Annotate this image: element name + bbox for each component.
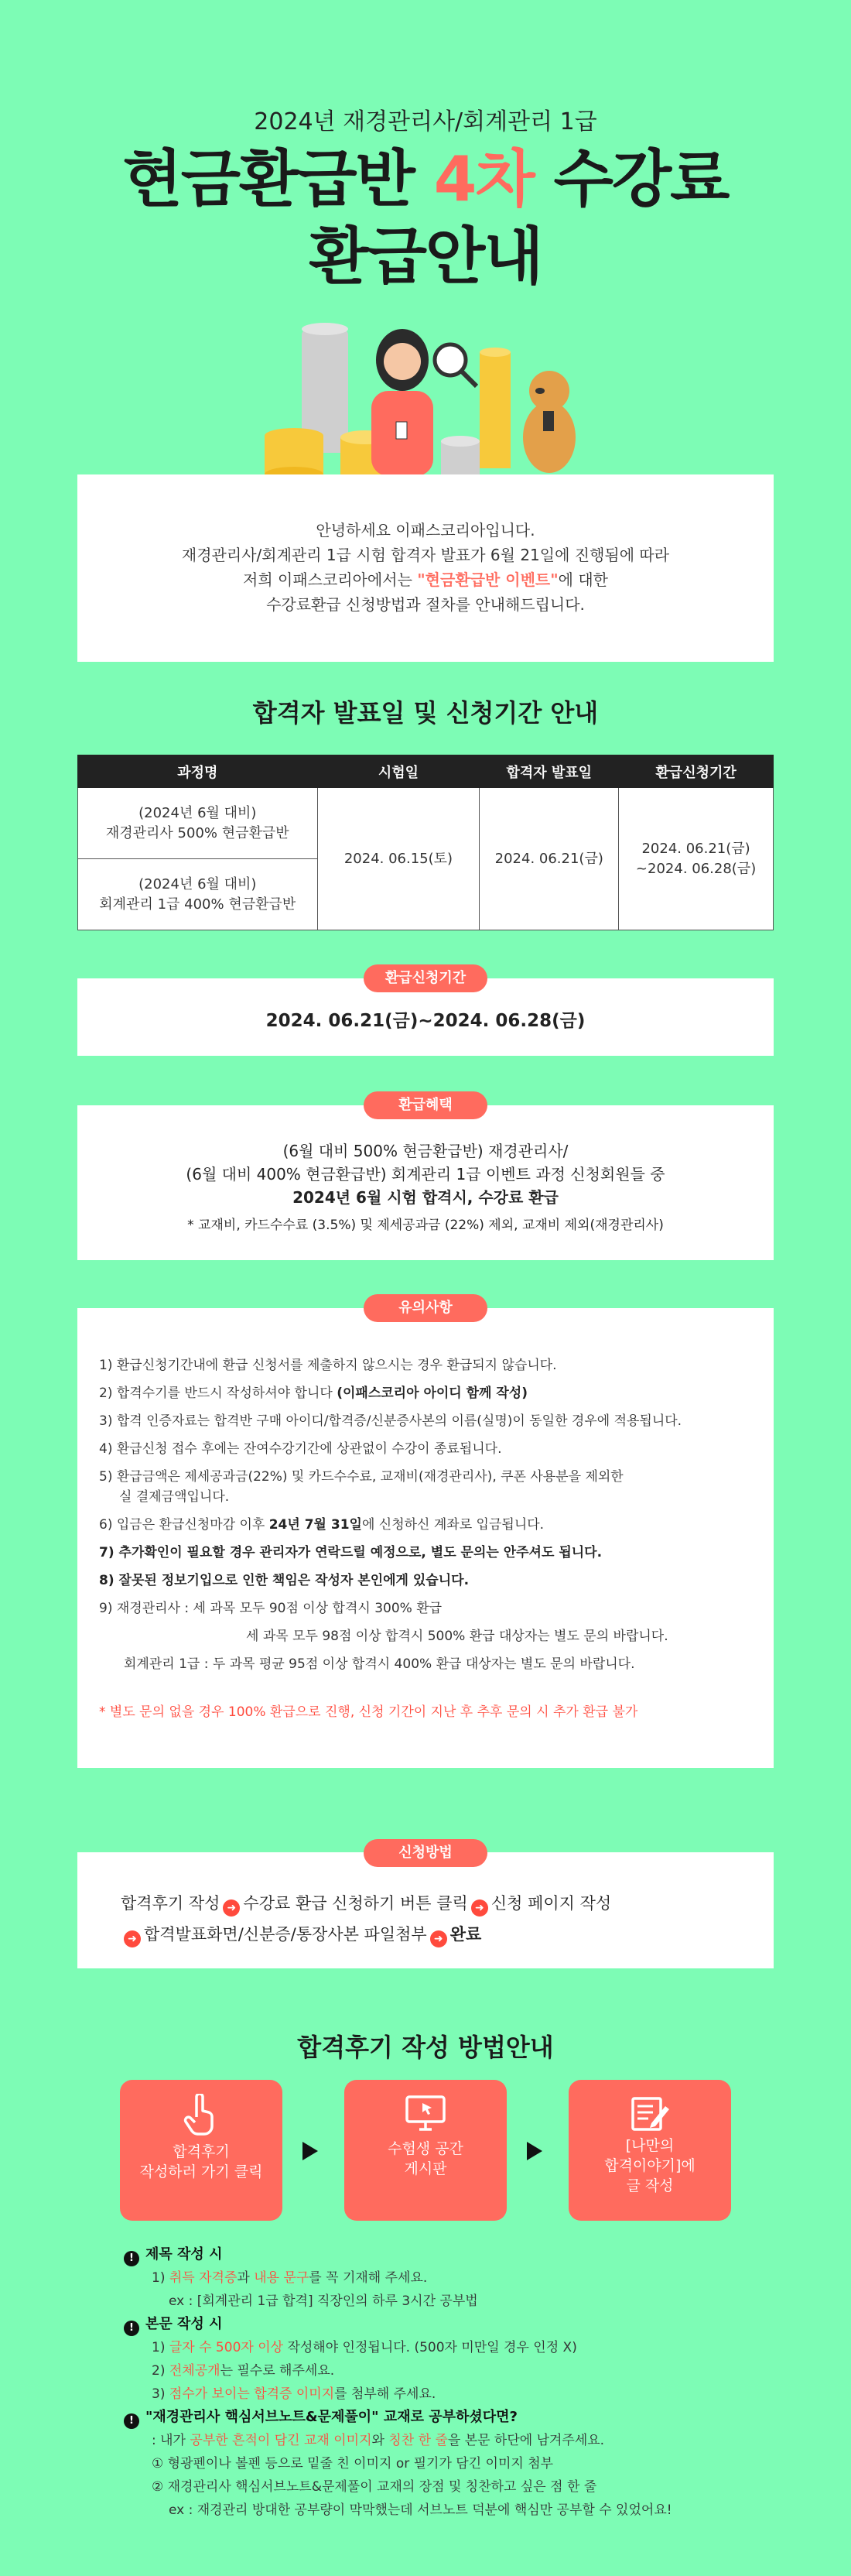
howto-red: 글자 수 500자 이상 [169, 2340, 284, 2355]
howto-line [124, 2382, 789, 2406]
howto-red: 내용 문구 [254, 2270, 309, 2286]
cautions-box [77, 1308, 774, 1768]
review-step-card[interactable] [344, 2080, 507, 2221]
howto-heading [124, 2313, 789, 2336]
intro-text: 저희 이패스코리아에서는 [243, 570, 418, 589]
howto-text: 3) [152, 2386, 169, 2402]
heading-text: 본문 작성 시 [145, 2316, 223, 2332]
arrow-right-icon: ➜ [124, 1930, 141, 1947]
howto-text: 2) [152, 2363, 169, 2379]
howto-text: 를 꼭 기재해 주세요. [309, 2270, 428, 2286]
header-exam: 시험일 [317, 755, 480, 788]
review-steps [120, 2080, 731, 2221]
howto-red: 점수가 보이는 합격증 이미지 [169, 2386, 335, 2402]
period-pill: 환급신청기간 [364, 964, 487, 992]
intro-line: 안녕하세요 이패스코리아입니다. [316, 521, 535, 540]
howto-line: ① 형광펜이나 볼펜 등으로 밑줄 친 이미지 or 필기가 담긴 이미지 첨부 [152, 2456, 554, 2472]
benefit-pill: 환급혜택 [364, 1091, 487, 1119]
schedule-title: 합격자 발표일 및 신청기간 안내 [252, 698, 599, 728]
intro-line: 수강료환급 신청방법과 절차를 안내해드립니다. [266, 595, 585, 614]
step-label: 합격후기 [173, 2143, 230, 2160]
howto-line: ② 재경관리사 핵심서브노트&문제풀이 교재의 장점 및 칭찬하고 싶은 점 한 줄 [152, 2479, 597, 2495]
howto-text: 을 본문 하단에 남겨주세요. [447, 2433, 605, 2448]
caution-item: 1) 환급신청기간내에 환급 신청서를 제출하지 않으시는 경우 환급되지 않습니다. [99, 1358, 557, 1373]
apply-box [77, 1852, 774, 1968]
caution-text: 2) 합격수기를 반드시 작성하셔야 합니다 [99, 1386, 337, 1401]
step-label: [나만의 [625, 2137, 675, 2154]
benefit-line: (6월 대비 400% 현금환급반) 회계관리 1급 이벤트 과정 신청회원들 중 [186, 1165, 665, 1184]
table-row [78, 788, 774, 859]
header-announce: 합격자 발표일 [480, 755, 619, 788]
exclamation-icon: ! [124, 2413, 139, 2429]
header-apply: 환급신청기간 [619, 755, 774, 788]
howto-text: 는 필수로 해주세요. [220, 2363, 335, 2379]
write-document-icon [628, 2094, 672, 2132]
howto-line [124, 2266, 789, 2290]
howto-text: 작성해야 인정됩니다. (500자 미만일 경우 인정 X) [283, 2340, 577, 2355]
caution-item: 실 결제금액입니다. [119, 1489, 230, 1505]
caution-item: 4) 환급신청 접수 후에는 잔여수강기간에 상관없이 수강이 종료됩니다. [99, 1441, 502, 1457]
howto-example: ex : [회계관리 1급 합격] 직장인의 하루 3시간 공부법 [169, 2293, 478, 2309]
apply-step: 완료 [449, 1925, 482, 1944]
howto-text: 를 첨부해 주세요. [334, 2386, 436, 2402]
hero-illustration [248, 306, 603, 492]
apply-step: 신청 페이지 작성 [490, 1894, 612, 1913]
apply-period-cell [619, 788, 774, 930]
course-line: 회계관리 1급 400% 현금환급반 [99, 896, 296, 913]
step-label: 수험생 공간 [388, 2140, 463, 2157]
howto-text: : 내가 [152, 2433, 190, 2448]
caution-item [99, 1511, 774, 1539]
step-label: 게시판 [404, 2160, 447, 2177]
step-label: 글 작성 [626, 2177, 674, 2194]
benefit-line: 2024년 6월 시험 합격시, 수강료 환급 [292, 1188, 559, 1207]
title-part: 현금환급반 [122, 143, 434, 215]
benefit-note: * 교재비, 카드수수료 (3.5%) 및 제세공과금 (22%) 제외, 교재비 제외(재경관리사) [187, 1218, 664, 1233]
howto-section [124, 2243, 789, 2522]
course-cell [78, 788, 318, 859]
apply-line: 2024. 06.21(금) [641, 840, 750, 857]
howto-red: 공부한 흔적이 담긴 교재 이미지 [190, 2433, 372, 2448]
howto-red: 칭찬 한 줄 [388, 2433, 448, 2448]
header-course: 과정명 [78, 755, 318, 788]
hero-title [0, 141, 851, 296]
howto-text: 1) [152, 2270, 169, 2286]
caution-bold: (이패스코리아 아이디 함께 작성) [337, 1386, 528, 1401]
howto-text: 와 [371, 2433, 389, 2448]
triangle-right-icon [527, 2142, 542, 2160]
course-line: 재경관리사 500% 현금환급반 [105, 824, 289, 841]
howto-line [124, 2359, 789, 2382]
review-title: 합격후기 작성 방법안내 [297, 2033, 554, 2062]
announce-date-cell: 2024. 06.21(금) [480, 788, 619, 930]
howto-text: 과 [237, 2270, 255, 2286]
caution-item: 9) 재경관리사 : 세 과목 모두 90점 이상 합격시 300% 환급 [99, 1601, 443, 1616]
howto-line [124, 2429, 789, 2452]
intro-line [77, 567, 774, 592]
arrow-right-icon: ➜ [223, 1899, 240, 1917]
heading-text: "재경관리사 핵심서브노트&문제풀이" 교재로 공부하셨다면? [145, 2409, 518, 2425]
howto-example: ex : 재경관리 방대한 공부량이 막막했는데 서브노트 덕분에 핵심만 공부할 수 있었어요! [169, 2502, 672, 2518]
course-line: (2024년 6월 대비) [138, 804, 257, 821]
exclamation-icon: ! [124, 2251, 139, 2266]
caution-text: 6) 입금은 환급신청마감 이후 [99, 1517, 269, 1533]
caution-item: 세 과목 모두 98점 이상 합격시 500% 환급 대상자는 별도 문의 바랍니다. [246, 1629, 668, 1644]
apply-line [121, 1888, 774, 1919]
exam-date-cell: 2024. 06.15(토) [317, 788, 480, 930]
howto-red: 취득 자격증 [169, 2270, 238, 2286]
benefit-line: (6월 대비 500% 현금환급반) 재경관리사/ [282, 1142, 569, 1160]
apply-line [121, 1919, 774, 1950]
exclamation-icon: ! [124, 2321, 139, 2336]
period-text: 2024. 06.21(금)~2024. 06.28(금) [265, 1011, 586, 1031]
review-step-card[interactable] [120, 2080, 282, 2221]
howto-text: 1) [152, 2340, 169, 2355]
caution-item: 5) 환급금액은 제세공과금(22%) 및 카드수수료, 교재비(재경관리사), 쿠폰 사용분을 제외한 [99, 1469, 624, 1485]
howto-line [124, 2336, 789, 2359]
heading-text: 제목 작성 시 [145, 2246, 223, 2263]
apply-step: 합격후기 작성 [121, 1894, 220, 1913]
coin-stack-left [265, 323, 390, 482]
caution-item: 7) 추가확인이 필요할 경우 관리자가 연락드릴 예정으로, 별도 문의는 안주셔도 됩니다. [99, 1545, 603, 1560]
caution-item: 8) 잘못된 정보기입으로 인한 책임은 작성자 본인에게 있습니다. [99, 1573, 470, 1588]
hero-subtitle: 2024년 재경관리사/회계관리 1급 [254, 108, 597, 135]
schedule-table [77, 755, 774, 930]
review-step-card[interactable] [569, 2080, 731, 2221]
caution-item [99, 1379, 774, 1407]
arrow-right-icon: ➜ [471, 1899, 488, 1917]
step-label: 작성하러 가기 클릭 [139, 2163, 263, 2180]
caution-item: 3) 합격 인증자료는 합격반 구매 아이디/합격증/신분증사본의 이름(실명)이 동일한 경우에 적용됩니다. [99, 1413, 682, 1429]
course-cell [78, 859, 318, 930]
arrow-right-icon: ➜ [430, 1930, 447, 1947]
intro-card [77, 474, 774, 662]
pointer-hand-icon [181, 2094, 221, 2136]
caution-text: 에 신청하신 계좌로 입금됩니다. [361, 1517, 545, 1533]
caution-item: 회계관리 1급 : 두 과목 평균 95점 이상 합격시 400% 환급 대상자는 별도 문의 바랍니다. [124, 1656, 635, 1672]
dog-figure [523, 371, 576, 473]
triangle-right-icon [302, 2142, 318, 2160]
step-label: 합격이야기]에 [604, 2157, 695, 2174]
intro-text: 에 대한 [558, 570, 608, 589]
intro-line: 재경관리사/회계관리 1급 시험 합격자 발표가 6월 21일에 진행됨에 따라 [181, 546, 670, 564]
title-part: 수강료 [533, 143, 729, 215]
course-line: (2024년 6월 대비) [138, 875, 257, 892]
howto-heading [124, 2243, 789, 2266]
intro-highlight: "현금환급반 이벤트" [417, 570, 559, 589]
apply-step: 합격발표화면/신분증/통장사본 파일첨부 [144, 1925, 427, 1944]
title-accent: 4차 [433, 143, 534, 215]
apply-line: ~2024. 06.28(금) [635, 860, 757, 877]
apply-pill: 신청방법 [364, 1839, 487, 1867]
monitor-cursor-icon [404, 2094, 447, 2132]
cautions-pill: 유의사항 [364, 1294, 487, 1322]
title-line2: 환급안내 [309, 221, 542, 293]
schedule-header-row [78, 755, 774, 788]
howto-red: 전체공개 [169, 2363, 220, 2379]
benefit-box [77, 1105, 774, 1260]
apply-step: 수강료 환급 신청하기 버튼 클릭 [243, 1894, 468, 1913]
caution-warning: * 별도 문의 없을 경우 100% 환급으로 진행, 신청 기간이 지난 후 추후 문의 시 추가 환급 불가 [99, 1704, 638, 1720]
howto-heading [124, 2406, 789, 2429]
caution-bold: 24년 7월 31일 [268, 1517, 362, 1533]
